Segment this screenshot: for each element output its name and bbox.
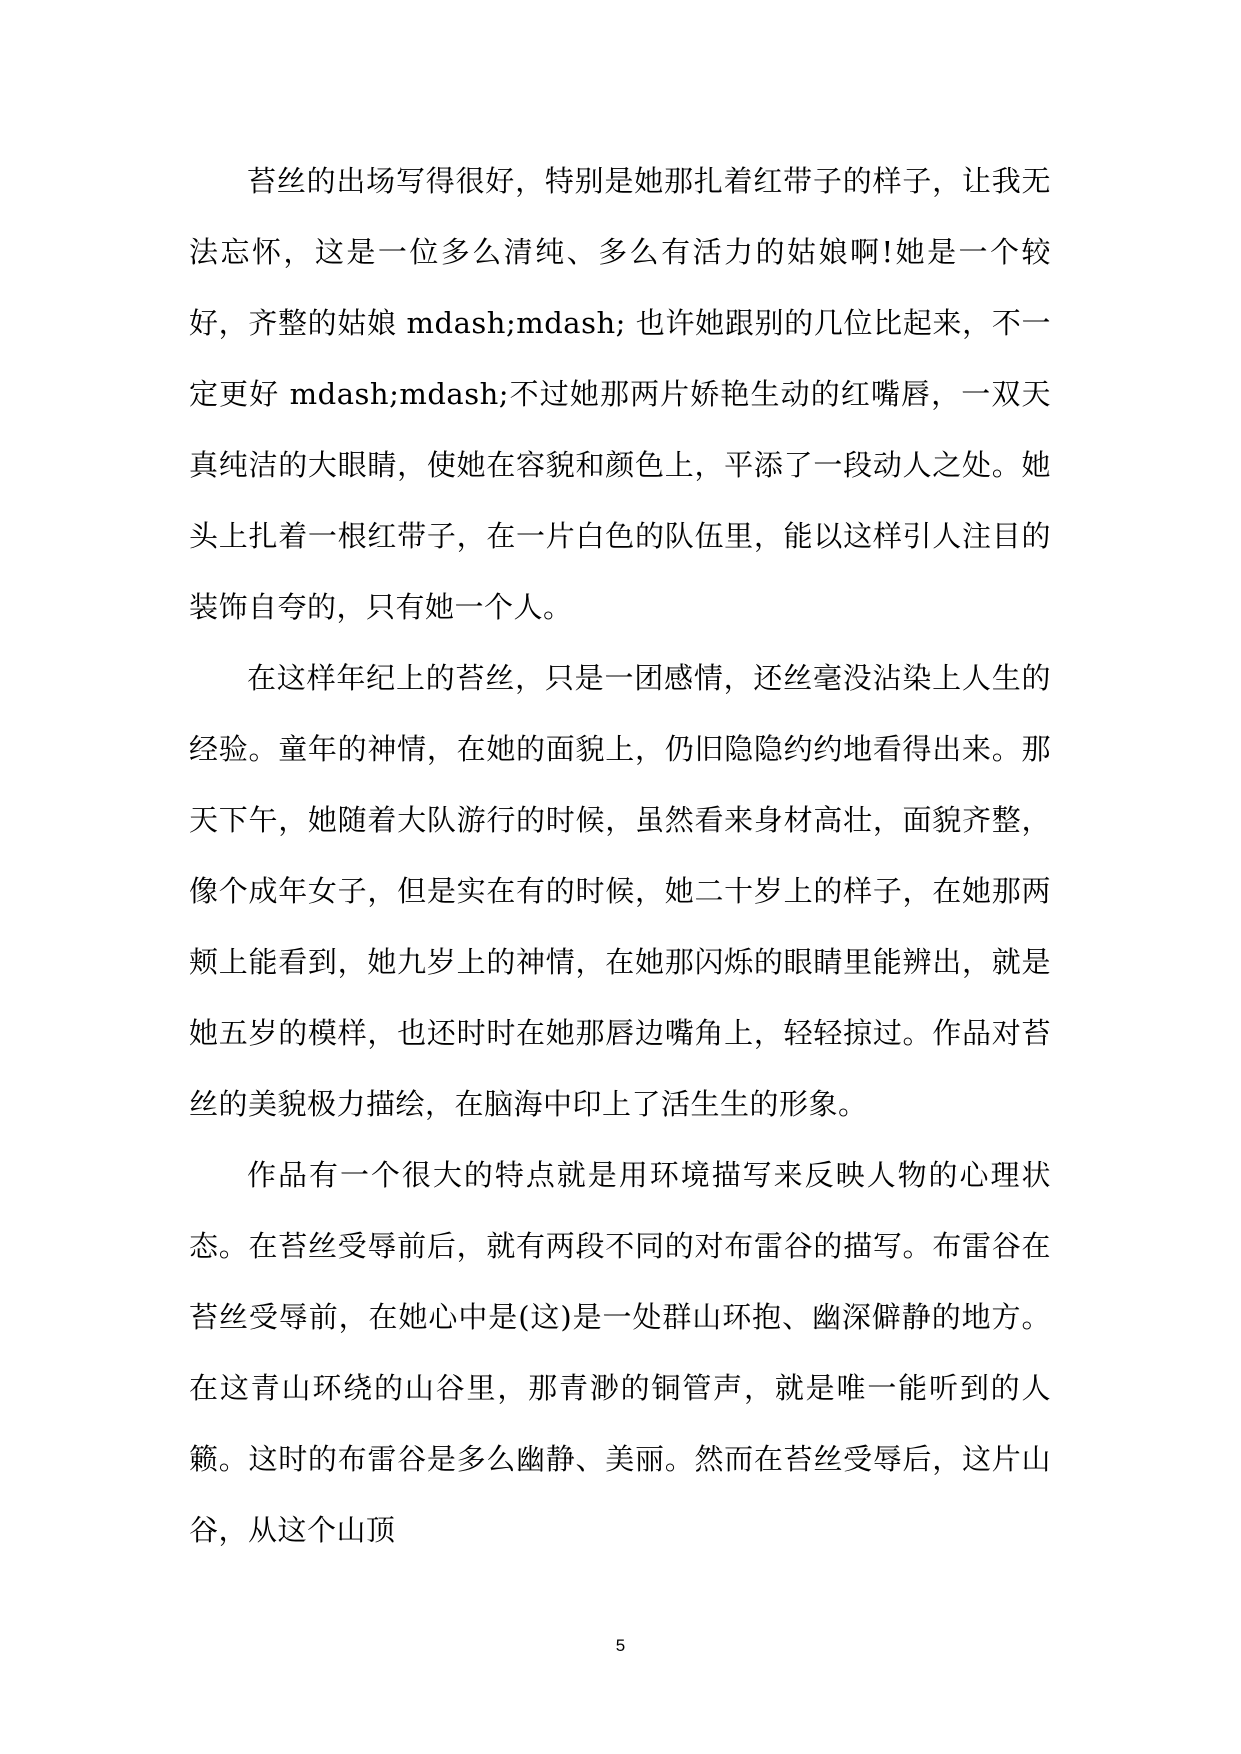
page-number: 5 <box>615 1636 626 1655</box>
body-text <box>189 146 1051 1566</box>
paragraph-1: 苔丝的出场写得很好，特别是她那扎着红带子的样子，让我无法忘怀，这是一位多么清纯、多么有活力的姑娘啊!她是一个较好，齐整的姑娘 mdash;mdash; 也许她跟别的几位比起来，不一定更好 mdash;mdash;不过她那两片娇艳生动的红嘴唇，一双天真纯洁的大眼睛，使她在容貌和颜色上，平添了一段动人之处。她头上扎着一根红带子，在一片白色的队伍里，能以这样引人注目的装饰自夸的，只有她一个人。 <box>189 164 1051 624</box>
paragraph-2: 在这样年纪上的苔丝，只是一团感情，还丝毫没沾染上人生的经验。童年的神情，在她的面貌上，仍旧隐隐约约地看得出来。那天下午，她随着大队游行的时候，虽然看来身材高壮，面貌齐整，像个成年女子，但是实在有的时候，她二十岁上的样子，在她那两颊上能看到，她九岁上的神情，在她那闪烁的眼睛里能辨出，就是她五岁的模样，也还时时在她那唇边嘴角上，轻轻掠过。作品对苔丝的美貌极力描绘，在脑海中印上了活生生的形象。 <box>189 661 1051 1121</box>
paragraph-3: 作品有一个很大的特点就是用环境描写来反映人物的心理状态。在苔丝受辱前后，就有两段不同的对布雷谷的描写。布雷谷在苔丝受辱前，在她心中是(这)是一处群山环抱、幽深僻静的地方。在这青山环绕的山谷里，那青渺的铜管声，就是唯一能听到的人籁。这时的布雷谷是多么幽静、美丽。然而在苔丝受辱后，这片山谷，从这个山顶 <box>189 1158 1051 1547</box>
